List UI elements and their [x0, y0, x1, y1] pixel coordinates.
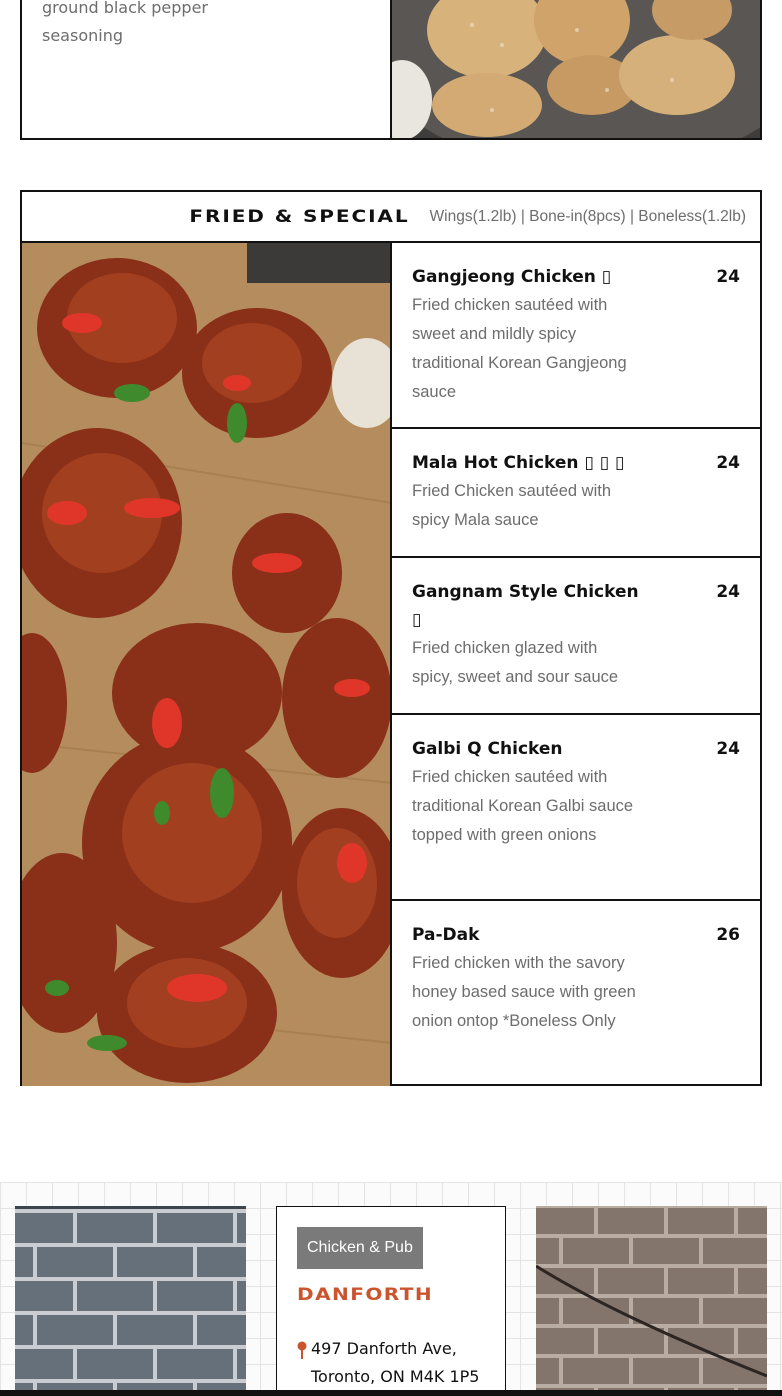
menu-item[interactable] — [392, 715, 760, 901]
brick-wall-photo — [536, 1206, 767, 1396]
location-card[interactable] — [276, 1206, 506, 1396]
item-name: Pa-Dak — [412, 925, 480, 945]
item-price: 24 — [716, 582, 740, 602]
item-name: Galbi Q Chicken — [412, 739, 563, 759]
brick-wall-photo — [15, 1206, 246, 1396]
section-title: FRIED & SPECIAL — [189, 206, 410, 227]
item-name: Mala Hot Chicken ▯ ▯ ▯ — [412, 453, 625, 473]
menu-item[interactable] — [392, 429, 760, 558]
menu-item[interactable] — [392, 243, 760, 429]
item-description: Fried Chicken sautéed with spicy Mala sauce — [412, 482, 612, 529]
item-description: Fried chicken sautéed with sweet and mildly spicy traditional Korean Gangjeong sauce — [412, 296, 627, 401]
bottom-bar — [0, 1390, 782, 1396]
location-name: DANFORTH — [297, 1285, 434, 1305]
section-header — [22, 192, 760, 243]
section-portion-sizes: Wings(1.2lb) | Bone-in(8pcs) | Boneless(1.2lb) — [429, 207, 746, 225]
description-line: ground black pepper — [42, 0, 208, 17]
previous-menu-section — [20, 0, 762, 140]
item-description: Fried chicken sautéed with traditional Korean Galbi sauce topped with green onions — [412, 768, 634, 844]
location-section — [0, 1182, 782, 1396]
item-description: Fried chicken glazed with spicy, sweet and sour sauce — [412, 639, 619, 686]
menu-item[interactable] — [392, 558, 760, 715]
fried-special-section — [20, 190, 762, 1086]
fried-chicken-photo — [392, 0, 760, 138]
item-name: Gangjeong Chicken ▯ — [412, 267, 612, 287]
previous-item-description — [22, 0, 392, 138]
description-line: seasoning — [42, 26, 123, 45]
menu-item[interactable] — [392, 901, 760, 1086]
item-description: Fried chicken with the savory honey based sauce with green onion ontop *Boneless Only — [412, 954, 636, 1030]
item-price: 24 — [716, 739, 740, 759]
location-address[interactable] — [297, 1335, 485, 1391]
item-price: 24 — [716, 453, 740, 473]
spicy-chicken-photo — [22, 243, 392, 1086]
location-tag: Chicken & Pub — [297, 1227, 423, 1269]
menu-items-list — [392, 243, 760, 1086]
item-price: 26 — [716, 925, 740, 945]
address-text: 497 Danforth Ave, Toronto, ON M4K 1P5 — [311, 1339, 480, 1386]
map-pin-icon — [297, 1335, 307, 1391]
item-price: 24 — [716, 267, 740, 287]
item-name: Gangnam Style Chicken ▯ — [412, 582, 639, 630]
